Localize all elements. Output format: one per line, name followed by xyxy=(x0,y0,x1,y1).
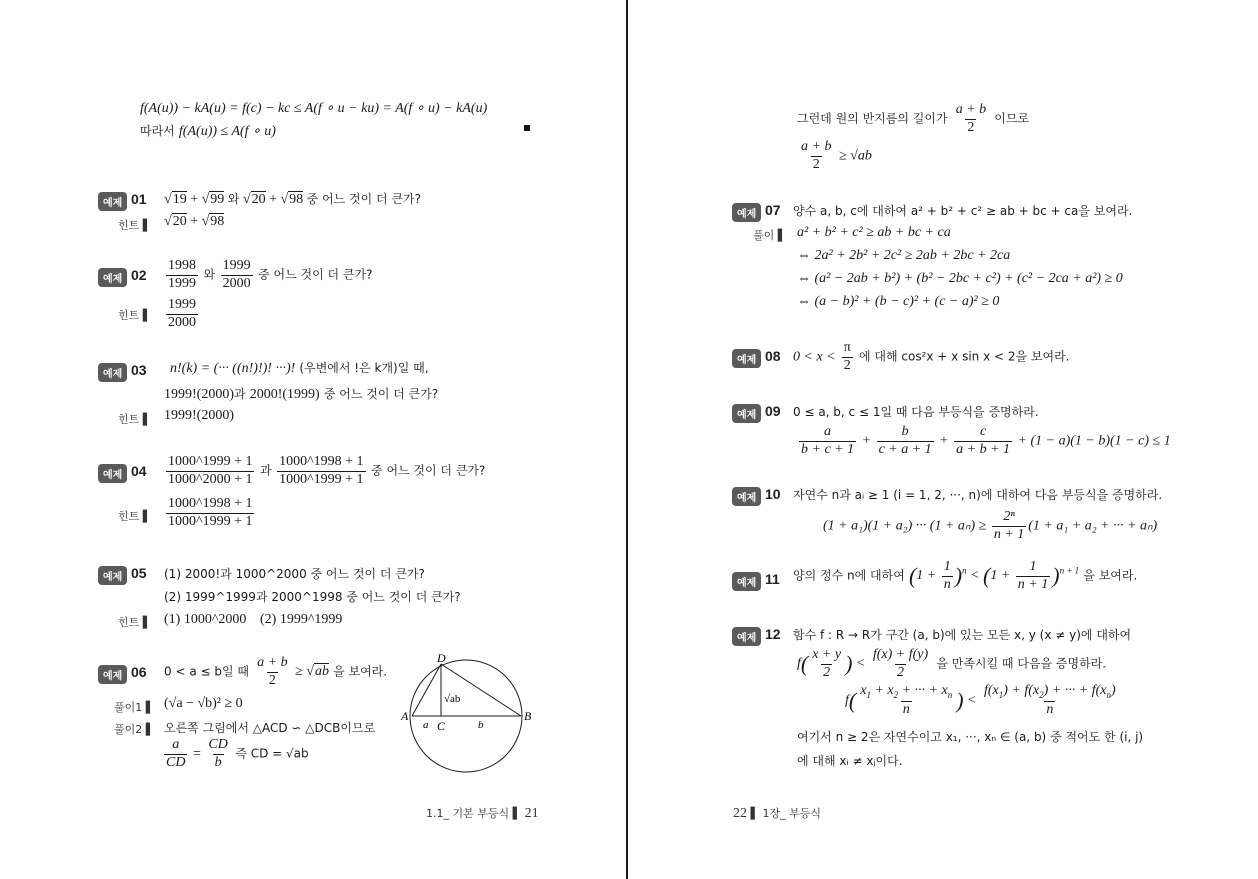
problem-number: 12 xyxy=(765,626,781,642)
problem-07-line-1: a² + b² + c² ≥ ab + bc + ca xyxy=(797,225,951,240)
problem-12-condition: f( $\frac{x + y}{2}$ ) < $\frac{f(x) + f(y)}{2}$ 을 만족시킬 때 다음을 증명하라. xyxy=(797,647,1107,680)
problem-04-statement: $\frac{1000\^{}1999 + 1}{1000\^{}2000 + 1}$ 과 $\frac{1000\^{}1998 + 1}{1000\^{}1999 + 1}$ 중 어느 것이 더 큰가? xyxy=(168,454,486,487)
problem-05-q2: (2) 1999^1999과 2000^1998 중 어느 것이 더 큰가? xyxy=(164,590,461,604)
problem-05-hint-2: (2) 1999^1999 xyxy=(260,612,343,627)
label-sqrt-ab: √ab xyxy=(444,693,461,705)
problem-number: 04 xyxy=(131,463,147,479)
problem-number: 03 xyxy=(131,362,147,378)
problem-02-statement: $\frac{1998}{1999}$ 와 $\frac{1999}{2000}$ 중 어느 것이 더 큰가? xyxy=(168,258,373,291)
left-footer: 1.1_ 기본 부등식 ▌ 21 xyxy=(426,806,539,821)
hint-label: 힌트 ▌ xyxy=(118,616,152,629)
problem-11-statement: 양의 정수 n에 대하여 (1 + $\frac{1}{n}$ )$^n$ < (1 + $\frac{1}{n + 1}$ )$^{n + 1}$ 을 보여라. xyxy=(793,559,1138,592)
page-number-left: 21 xyxy=(524,806,539,821)
problem-07-line-3: ⇔ (a² − 2ab + b²) + (b² − 2bc + c²) + (c² − 2ca + a²) ≥ 0 xyxy=(797,271,1123,286)
label-a: A xyxy=(401,709,409,723)
problem-12-inequality: f( $\frac{x_1 + x_2 + \cdot\cdot\cdot + x_n}{n}$ ) < $\frac{f(x_1) + f(x_2) + \cdot\cdot\cdot + f(x_n)}{n}$ xyxy=(845,683,1116,718)
example-badge: 예제 xyxy=(98,268,127,287)
label-c: C xyxy=(437,719,446,733)
solution-label: 풀이 ▌ xyxy=(753,229,787,242)
problem-06-statement: 0 < a ≤ b일 때 $\frac{a + b}{2}$ ≥ √ab 을 보여라. xyxy=(164,655,388,688)
example-badge: 예제 xyxy=(732,487,761,506)
problem-number: 06 xyxy=(131,664,147,680)
problem-06-solution-2: 오른쪽 그림에서 △ACD ∽ △DCB이므로 xyxy=(164,721,376,735)
problem-12-note-1: 여기서 n ≥ 2은 자연수이고 x₁, ···, xₙ ∈ (a, b) 중 적어도 한 (i, j) xyxy=(797,730,1144,744)
problem-10-statement: 자연수 n과 aᵢ ≥ 1 (i = 1, 2, ···, n)에 대하여 다음 부등식을 증명하라. xyxy=(793,488,1163,502)
problem-01-hint: √20 + √98 xyxy=(164,214,225,229)
problem-07-line-2: ⇔ 2a² + 2b² + 2c² ≥ 2ab + 2bc + 2ca xyxy=(797,248,1011,263)
problem-12-statement: 함수 f : R → R가 구간 (a, b)에 있는 모든 x, y (x ≠ y)에 대하여 xyxy=(793,628,1132,642)
problem-05-q1: (1) 2000!과 1000^2000 중 어느 것이 더 큰가? xyxy=(164,567,425,581)
qed-mark xyxy=(524,125,530,131)
intro-line-1: f(A(u)) − kA(u) = f(c) − kc ≤ A(f ∘ u − ku) = A(f ∘ u) − kA(u) xyxy=(140,101,488,116)
example-badge: 예제 xyxy=(732,404,761,423)
example-badge: 예제 xyxy=(98,363,127,382)
circle-triangle-figure xyxy=(400,652,540,777)
example-badge: 예제 xyxy=(98,665,127,684)
example-badge: 예제 xyxy=(732,349,761,368)
problem-number: 11 xyxy=(765,571,780,587)
label-seg-b: b xyxy=(478,719,484,731)
problem-01-statement: √19 + √99 와 √20 + √98 중 어느 것이 더 큰가? xyxy=(164,192,422,207)
solution-2-label: 풀이2 ▌ xyxy=(114,723,155,736)
problem-06-solution-1: (√a − √b)² ≥ 0 xyxy=(164,696,243,711)
hint-label: 힌트 ▌ xyxy=(118,413,152,426)
hint-label: 힌트 ▌ xyxy=(118,510,152,523)
problem-04-hint: $\frac{1000\^{}1998 + 1}{1000\^{}1999 + 1}$ xyxy=(168,496,253,529)
problem-03-hint: 1999!(2000) xyxy=(164,408,234,423)
example-badge: 예제 xyxy=(98,566,127,585)
side-db xyxy=(441,664,521,716)
right-footer: 22 ▌ 1장_ 부등식 xyxy=(733,806,821,821)
problem-08-statement: 0 < x < $\frac{\pi}{2}$ 에 대해 cos²x + x sin x < 2을 보여라. xyxy=(793,340,1070,373)
problem-10-inequality: (1 + a₁)(1 + a₂) ··· (1 + aₙ) ≥ $\frac{\text{2ⁿ}}{n + 1}$ (1 + a₁ + a₂ + ··· + aₙ) xyxy=(823,509,1158,542)
page-divider xyxy=(626,0,628,879)
problem-02-hint: $\frac{1999}{2000}$ xyxy=(168,297,196,330)
problem-number: 07 xyxy=(765,202,781,218)
hint-label: 힌트 ▌ xyxy=(118,219,152,232)
problem-09-statement: 0 ≤ a, b, c ≤ 1일 때 다음 부등식을 증명하라. xyxy=(793,405,1039,419)
example-badge: 예제 xyxy=(732,203,761,222)
solution-1-label: 풀이1 ▌ xyxy=(114,701,155,714)
problem-12-note-2: 에 대해 xᵢ ≠ xⱼ이다. xyxy=(797,754,903,768)
example-badge: 예제 xyxy=(98,464,127,483)
example-badge: 예제 xyxy=(732,572,761,591)
right-top-line-1: 그런데 원의 반지름의 길이가 $\frac{a + b}{2}$ 이므로 xyxy=(797,102,1030,135)
problem-number: 02 xyxy=(131,267,147,283)
label-seg-a: a xyxy=(423,719,429,731)
problem-number: 09 xyxy=(765,403,781,419)
problem-number: 08 xyxy=(765,348,781,364)
problem-03-definition: n!(k) = (··· ((n!)!)! ···)! (우변에서 !은 k개)일 때, xyxy=(170,361,429,376)
problem-06-solution-2b: $\frac{a}{CD}$ = $\frac{CD}{b}$ 즉 CD = √ab xyxy=(166,737,309,770)
label-d: D xyxy=(437,652,446,665)
hint-label: 힌트 ▌ xyxy=(118,309,152,322)
intro-line-2: 따라서 f(A(u)) ≤ A(f ∘ u) xyxy=(140,124,276,139)
problem-number: 10 xyxy=(765,486,781,502)
problem-07-statement: 양수 a, b, c에 대하여 a² + b² + c² ≥ ab + bc + ca을 보여라. xyxy=(793,204,1133,218)
example-badge: 예제 xyxy=(98,192,127,211)
right-top-line-2: $\frac{a + b}{2}$ ≥ √ab xyxy=(801,139,872,172)
problem-09-inequality: $\frac{a}{b + c + 1}$ + $\frac{b}{c + a + 1}$ + $\frac{c}{a + b + 1}$ + (1 − a)(1 − b)(1 − c) ≤ 1 xyxy=(801,424,1171,457)
problem-number: 01 xyxy=(131,191,147,207)
label-b: B xyxy=(524,709,532,723)
problem-05-hint-1: (1) 1000^2000 xyxy=(164,612,247,627)
page-number-right: 22 xyxy=(733,806,747,821)
problem-number: 05 xyxy=(131,565,147,581)
problem-07-line-4: ⇔ (a − b)² + (b − c)² + (c − a)² ≥ 0 xyxy=(797,294,1000,309)
problem-03-question: 1999!(2000)과 2000!(1999) 중 어느 것이 더 큰가? xyxy=(164,387,439,402)
example-badge: 예제 xyxy=(732,627,761,646)
